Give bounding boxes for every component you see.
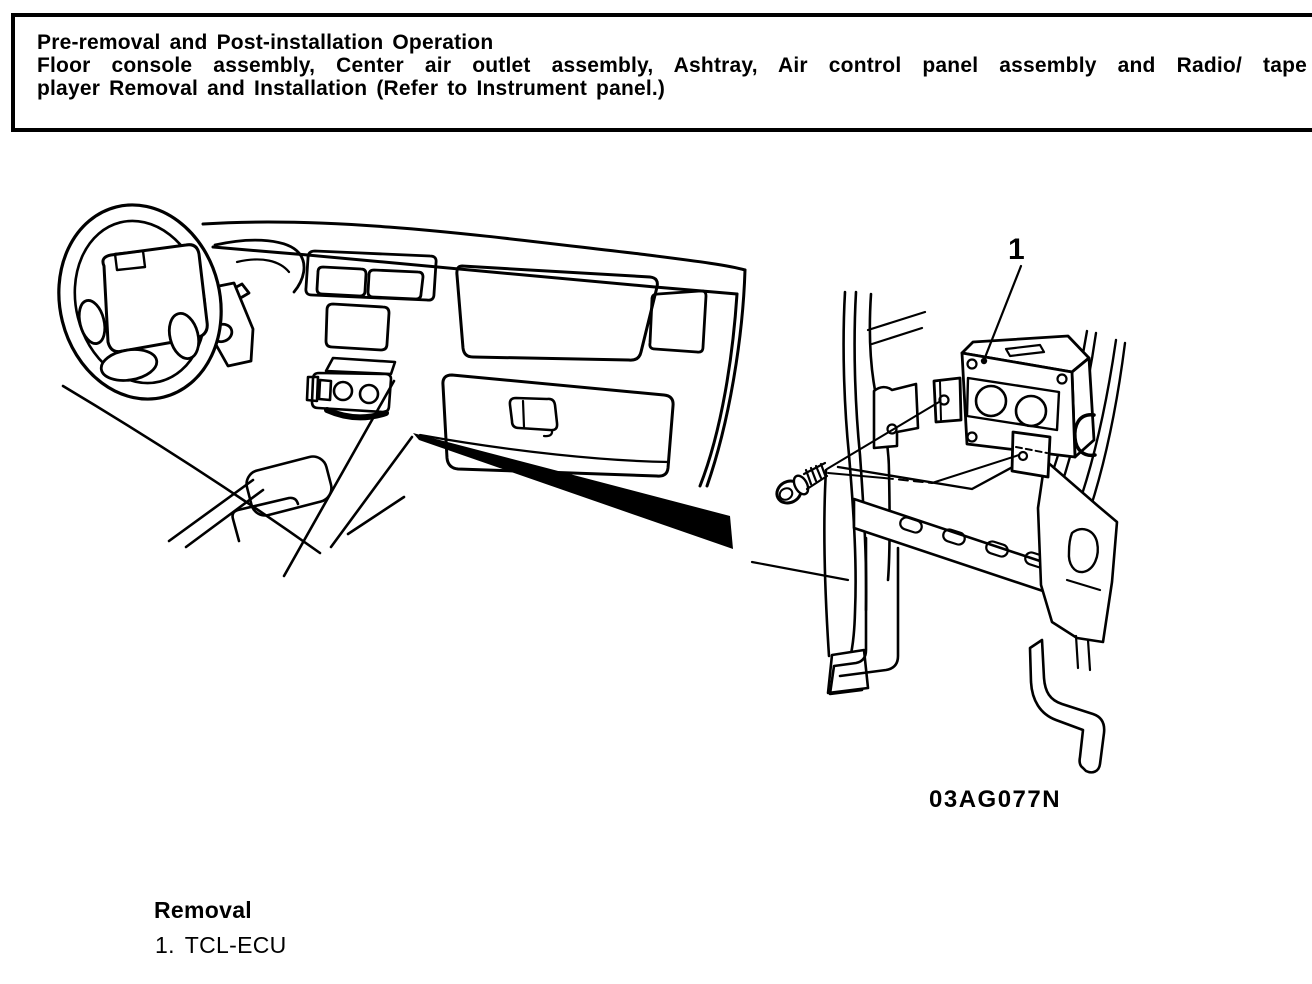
removal-step-number: 1. <box>155 932 175 958</box>
steering-wheel-drawing <box>39 188 242 417</box>
dash-side-rect-drawing <box>650 291 706 352</box>
note-title: Pre-removal and Post-installation Operation <box>37 31 494 54</box>
left-frame-pillar-drawing <box>824 292 889 693</box>
tcl-ecu-mounting-drawing <box>752 266 1125 772</box>
center-display-drawing <box>326 304 389 350</box>
slotted-rail-drawing <box>854 499 1048 592</box>
location-wedge-arrow <box>413 433 733 549</box>
removal-step-1 <box>155 932 287 959</box>
figure-code: 03AG077N <box>929 786 1062 813</box>
note-body-line1: Floor console assembly, Center air outlet assembly, Ashtray, Air control panel assembly and Radio/ tape <box>37 54 1307 77</box>
air-control-panel-drawing <box>307 358 395 417</box>
dash-pad-drawing <box>457 266 658 360</box>
note-body-line2: player Removal and Installation (Refer to Instrument panel.) <box>37 77 666 100</box>
dashboard-drawing <box>39 188 745 576</box>
right-bracket-drawing <box>1030 460 1117 772</box>
mounting-bolt-drawing <box>773 463 827 507</box>
center-air-outlet-drawing <box>306 251 436 300</box>
callout-number-1: 1 <box>1008 233 1025 266</box>
removal-step-label: TCL-ECU <box>184 932 287 958</box>
removal-heading: Removal <box>154 897 252 923</box>
